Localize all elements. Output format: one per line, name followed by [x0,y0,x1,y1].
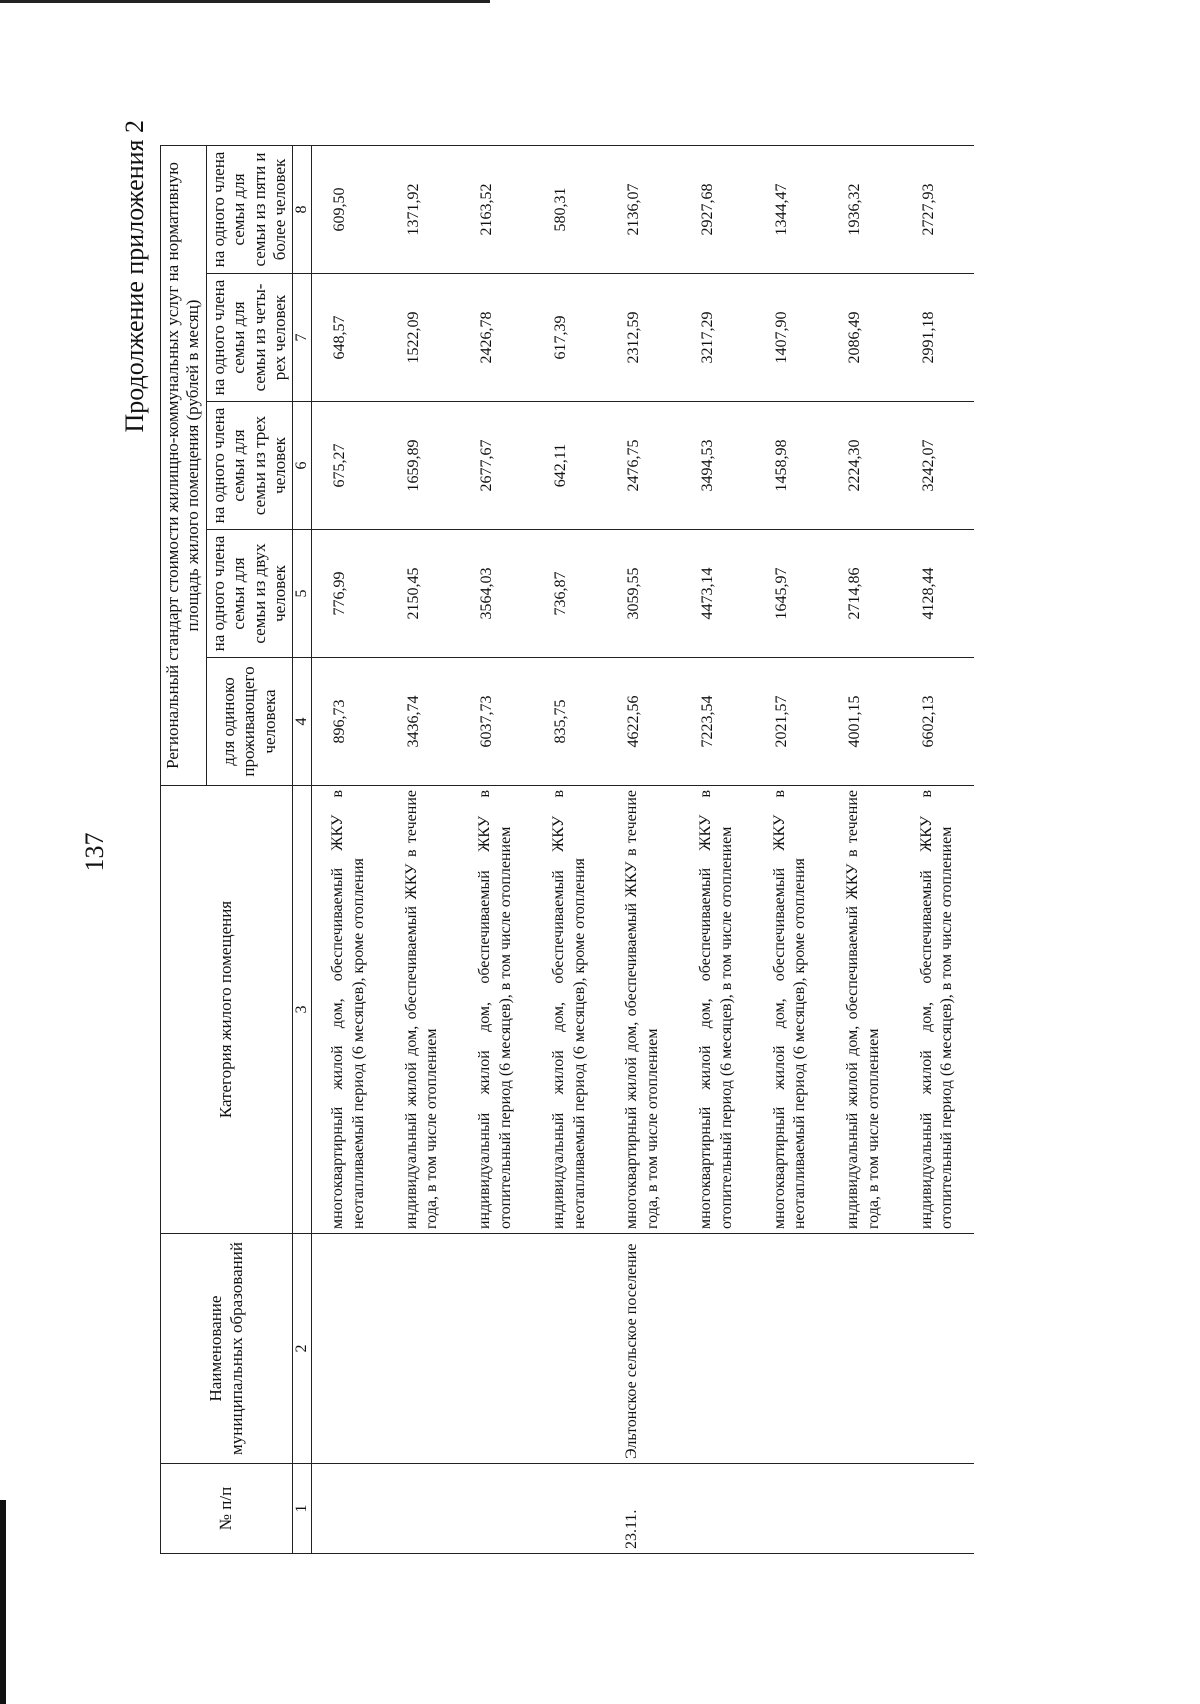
cost-family-2: 4473,14 [680,530,754,658]
cost-family-5: 609,50 [311,145,385,273]
page-number: 137 [80,832,109,872]
cost-family-5: 580,31 [533,145,607,273]
cost-single: 2021,57 [754,658,828,786]
header-family-3: на одного члена семьи для семьи из трех человек [206,402,293,530]
row-number [827,1464,901,1554]
cost-family-3: 1659,89 [386,402,460,530]
housing-category: индивидуальный жилой дом, обеспечиваемый ЖКУ в течение года, в том числе отоплением [386,786,460,1234]
column-number: 3 [293,786,312,1234]
cost-family-2: 3059,55 [606,530,680,658]
header-family-2: на одного члена семьи для семьи из двух человек [206,530,293,658]
header-family-5: на одного члена семьи для семьи из пяти и более человек [206,145,293,273]
cost-family-4: 1522,09 [386,274,460,402]
column-number: 2 [293,1234,312,1464]
row-number [754,1464,828,1554]
row-number [311,1464,385,1554]
column-number: 1 [293,1464,312,1554]
cost-family-4: 3217,29 [680,274,754,402]
cost-family-4: 2312,59 [606,274,680,402]
cost-family-3: 2224,30 [827,402,901,530]
row-number [533,1464,607,1554]
cost-family-5: 2727,93 [901,145,975,273]
cost-single: 4001,15 [827,658,901,786]
table-row [533,145,607,1553]
cost-single: 6037,73 [459,658,533,786]
housing-category: индивидуальный жилой дом, обеспечиваемый ЖКУ в отопительный период (6 месяцев), в том числе отоплением [901,786,975,1234]
housing-category: многоквартирный жилой дом, обеспечиваемый ЖКУ в неотапливаемый период (6 месяцев), кроме отопления [311,786,385,1234]
cost-family-2: 2150,45 [386,530,460,658]
header-single: для одиноко проживающего человека [206,658,293,786]
cost-single: 835,75 [533,658,607,786]
cost-family-3: 642,11 [533,402,607,530]
municipality-name [754,1234,828,1464]
housing-category: многоквартирный жилой дом, обеспечиваемый ЖКУ в неотапливаемый период (6 месяцев), кроме отопления [754,786,828,1234]
cost-family-4: 617,39 [533,274,607,402]
cost-family-3: 1458,98 [754,402,828,530]
table-row [680,145,754,1553]
cost-family-4: 2086,49 [827,274,901,402]
municipality-name [311,1234,385,1464]
cost-family-2: 776,99 [311,530,385,658]
housing-category: многоквартирный жилой дом, обеспечиваемый ЖКУ в отопительный период (6 месяцев), в том числе отоплением [680,786,754,1234]
cost-single: 6602,13 [901,658,975,786]
municipality-name [459,1234,533,1464]
row-number: 23.11. [606,1464,680,1554]
column-number: 6 [293,402,312,530]
row-number [386,1464,460,1554]
cost-family-4: 1407,90 [754,274,828,402]
housing-cost-table [160,145,974,1554]
table-row [901,145,975,1553]
housing-category: индивидуальный жилой дом, обеспечиваемый ЖКУ в отопительный период (6 месяцев), в том числе отоплением [459,786,533,1234]
municipality-name [386,1234,460,1464]
column-number: 7 [293,274,312,402]
cost-family-3: 2677,67 [459,402,533,530]
table-row [311,145,385,1553]
table-row [827,145,901,1553]
municipality-name [827,1234,901,1464]
cost-single: 7223,54 [680,658,754,786]
table-row [754,145,828,1553]
cost-family-3: 3494,53 [680,402,754,530]
header-family-4: на одного члена семьи для семьи из четы-рех человек [206,274,293,402]
municipality-name [901,1234,975,1464]
header-category: Категория жилого помещения [161,786,293,1234]
column-number: 5 [293,530,312,658]
cost-family-4: 648,57 [311,274,385,402]
cost-single: 896,73 [311,658,385,786]
housing-category: многоквартирный жилой дом, обеспечиваемый ЖКУ в течение года, в том числе отоплением [606,786,680,1234]
table-row [386,145,460,1553]
row-number [459,1464,533,1554]
cost-family-2: 736,87 [533,530,607,658]
cost-family-2: 1645,97 [754,530,828,658]
column-number: 4 [293,658,312,786]
cost-family-5: 1371,92 [386,145,460,273]
table-row [459,145,533,1553]
appendix-title: Продолжение приложения 2 [120,120,149,433]
column-number: 8 [293,145,312,273]
cost-family-3: 675,27 [311,402,385,530]
housing-category: индивидуальный жилой дом, обеспечиваемый ЖКУ в неотапливаемый период (6 месяцев), кроме отопления [533,786,607,1234]
header-standard: Региональный стандарт стоимости жилищно-коммунальных услуг на нормативную площадь жилого помещения (рублей в месяц) [161,145,207,785]
cost-family-5: 1344,47 [754,145,828,273]
row-number [680,1464,754,1554]
cost-single: 4622,56 [606,658,680,786]
cost-family-5: 1936,32 [827,145,901,273]
cost-family-2: 3564,03 [459,530,533,658]
cost-family-5: 2163,52 [459,145,533,273]
cost-family-3: 3242,07 [901,402,975,530]
table-row [606,145,680,1553]
municipality-name: Эльтонское сельское поселение [606,1234,680,1464]
header-municipality: Наименование муниципальных образований [161,1234,293,1464]
municipality-name [680,1234,754,1464]
header-no: № п/п [161,1464,293,1554]
municipality-name [533,1234,607,1464]
cost-family-2: 2714,86 [827,530,901,658]
housing-category: индивидуальный жилой дом, обеспечиваемый ЖКУ в течение года, в том числе отоплением [827,786,901,1234]
cost-family-5: 2927,68 [680,145,754,273]
cost-family-4: 2426,78 [459,274,533,402]
row-number [901,1464,975,1554]
cost-family-2: 4128,44 [901,530,975,658]
cost-family-3: 2476,75 [606,402,680,530]
cost-single: 3436,74 [386,658,460,786]
cost-family-5: 2136,07 [606,145,680,273]
cost-family-4: 2991,18 [901,274,975,402]
